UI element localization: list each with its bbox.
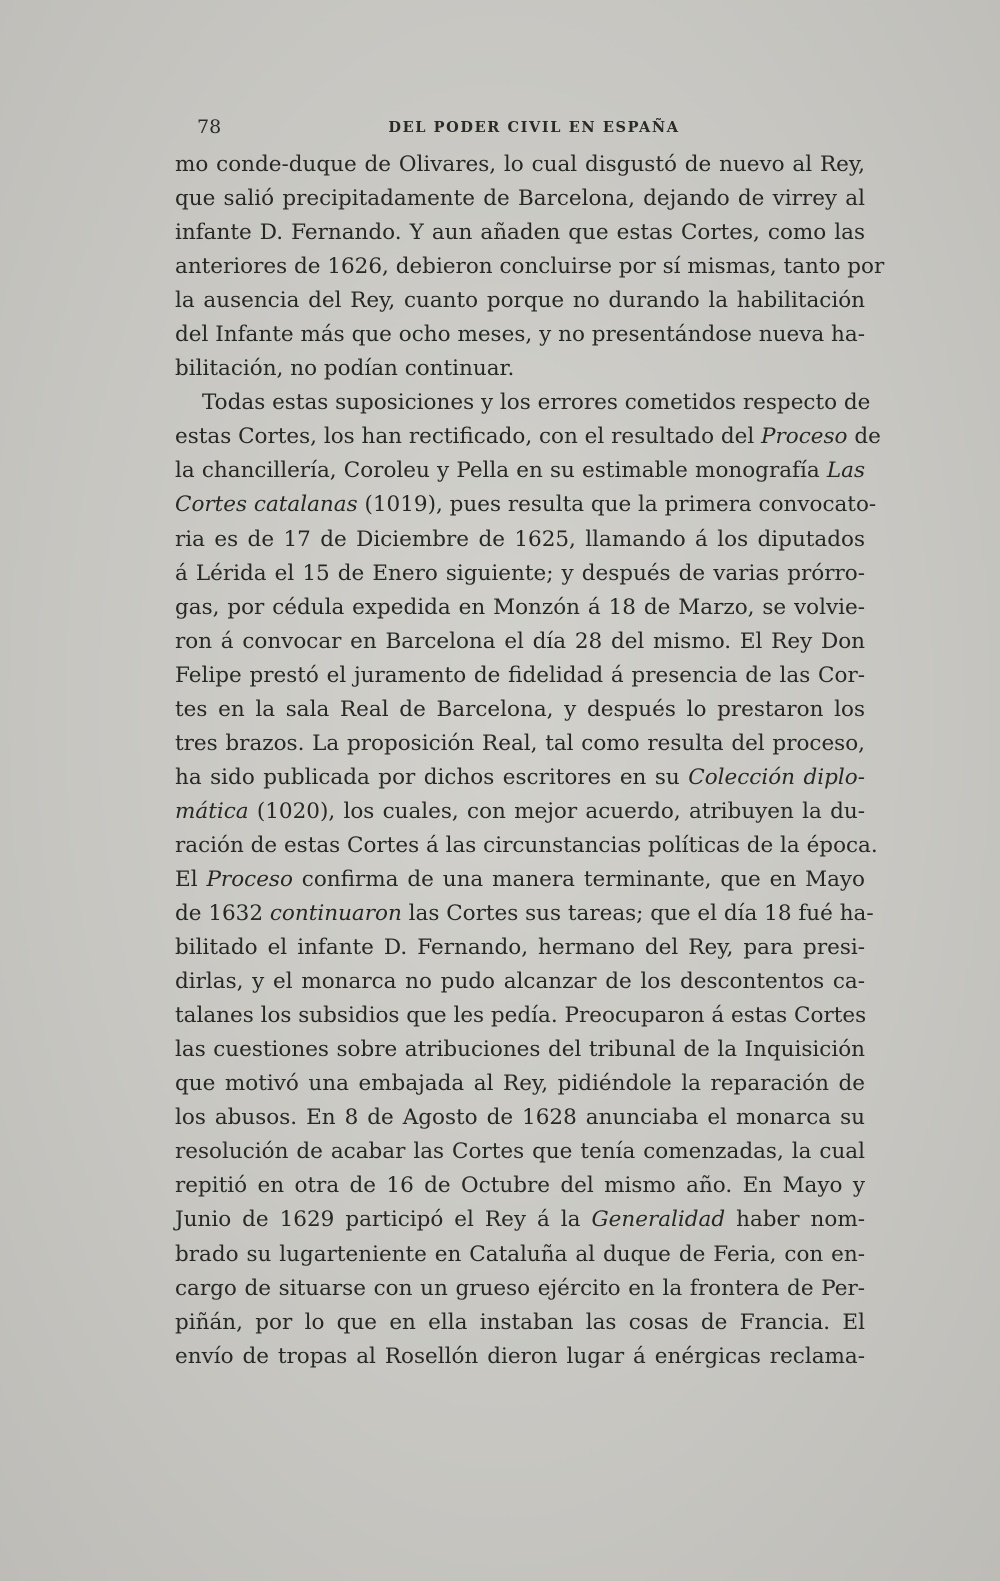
text-line <box>175 1169 865 1203</box>
text-segment: la ausencia del Rey, cuanto porque no durando la habilitación <box>175 288 865 314</box>
text-segment: El <box>175 866 207 892</box>
text-segment: tres brazos. La proposición Real, tal como resulta del proceso, <box>175 730 865 756</box>
text-line <box>175 625 865 659</box>
text-segment: haber nom- <box>725 1207 865 1233</box>
text-segment: del Infante más que ocho meses, y no presentándose nueva ha- <box>175 322 865 348</box>
italic-text: Proceso <box>761 424 848 450</box>
text-line <box>175 250 885 284</box>
text-line <box>175 863 865 897</box>
body-text <box>175 148 885 1374</box>
text-segment: tes en la sala Real de Barcelona, y después lo prestaron los <box>175 696 865 722</box>
text-line <box>175 897 874 931</box>
text-line <box>175 318 865 352</box>
text-line <box>175 420 881 454</box>
text-segment: cargo de situarse con un grueso ejército en la frontera de Per- <box>175 1275 865 1301</box>
text-line <box>175 1272 865 1306</box>
text-segment: de <box>847 424 881 450</box>
text-segment: Junio de 1629 participó el Rey á la <box>175 1207 592 1233</box>
italic-text: Proceso <box>206 866 293 892</box>
text-segment: Todas estas suposiciones y los errores cometidos respecto de <box>202 390 871 416</box>
text-line <box>175 999 865 1033</box>
text-segment: ron á convocar en Barcelona el día 28 del mismo. El Rey Don <box>175 628 865 654</box>
text-line <box>175 1238 865 1272</box>
italic-text: continuaron <box>269 901 402 927</box>
text-line <box>175 1135 865 1169</box>
italic-text: Cortes catalanas <box>175 492 358 518</box>
text-segment: ria es de 17 de Diciembre de 1625, llamando á los diputados <box>175 526 865 552</box>
text-segment: confirma de una manera terminante, que en Mayo <box>292 866 866 892</box>
text-line <box>175 216 865 250</box>
text-line <box>175 659 865 693</box>
text-line <box>175 1033 865 1067</box>
text-line <box>175 1067 865 1101</box>
text-line <box>175 386 871 420</box>
italic-text: Generalidad <box>591 1207 726 1233</box>
text-segment: que motivó una embajada al Rey, pidiéndole la reparación de <box>175 1071 865 1097</box>
text-segment: las cuestiones sobre atribuciones del tribunal de la Inquisición <box>175 1037 865 1063</box>
text-segment: mo conde-duque de Olivares, lo cual disgustó de nuevo al Rey, <box>175 152 865 177</box>
text-line <box>175 795 865 829</box>
text-segment: los abusos. En 8 de Agosto de 1628 anunciaba el monarca su <box>175 1105 865 1131</box>
text-line <box>175 727 865 761</box>
text-segment: resolución de acabar las Cortes que tenía comenzadas, la cual <box>175 1139 865 1165</box>
text-line <box>175 352 865 386</box>
text-segment: que salió precipitadamente de Barcelona, dejando de virrey al <box>175 186 865 212</box>
text-line <box>175 1203 865 1237</box>
text-line <box>175 182 865 216</box>
text-segment: estas Cortes, los han rectificado, con el resultado del <box>175 424 762 450</box>
text-line <box>175 284 865 318</box>
text-line <box>175 1306 865 1340</box>
text-line <box>175 557 865 591</box>
text-line <box>175 1101 865 1135</box>
italic-text: mática <box>175 798 249 824</box>
text-segment: brado su lugarteniente en Cataluña al duque de Feria, con en- <box>175 1241 865 1267</box>
italic-text: Las <box>826 458 865 484</box>
text-segment: (1019), pues resulta que la primera convocato- <box>357 492 877 518</box>
text-segment: dirlas, y el monarca no pudo alcanzar de los descontentos ca- <box>175 969 865 995</box>
text-line <box>175 488 877 522</box>
italic-text: Colección diplo- <box>688 764 865 790</box>
text-line <box>175 761 865 795</box>
text-line <box>175 523 865 557</box>
text-segment: piñán, por lo que en ella instaban las cosas de Francia. El <box>175 1309 865 1335</box>
running-title: DEL PODER CIVIL EN ESPAÑA <box>388 119 680 136</box>
text-line <box>175 965 865 999</box>
page-number: 78 <box>197 116 222 138</box>
text-segment: bilitación, no podían continuar. <box>175 356 515 382</box>
text-line <box>175 454 865 488</box>
text-segment: gas, por cédula expedida en Monzón á 18 de Marzo, se volvie- <box>175 594 865 620</box>
text-segment: envío de tropas al Rosellón dieron lugar á enérgicas reclama- <box>175 1343 865 1369</box>
text-segment: ha sido publicada por dichos escritores en su <box>175 764 689 790</box>
text-segment: talanes los subsidios que les pedía. Preocuparon á estas Cortes <box>175 1003 867 1029</box>
text-line <box>175 931 865 965</box>
text-line <box>175 148 865 182</box>
text-segment: bilitado el infante D. Fernando, hermano del Rey, para presi- <box>175 935 865 961</box>
text-segment: anteriores de 1626, debieron concluirse por sí mismas, tanto por <box>175 254 885 280</box>
text-line <box>175 1340 865 1374</box>
text-segment: de 1632 <box>175 901 270 927</box>
running-head <box>197 116 871 140</box>
text-segment: las Cortes sus tareas; que el día 18 fué ha- <box>401 901 874 927</box>
text-line <box>175 591 865 625</box>
text-segment: (1020), los cuales, con mejor acuerdo, atribuyen la du- <box>248 798 865 824</box>
text-segment: Felipe prestó el juramento de fidelidad á presencia de las Cor- <box>175 662 865 688</box>
text-line <box>175 829 878 863</box>
text-segment: ración de estas Cortes á las circunstancias políticas de la época. <box>175 832 878 858</box>
text-segment: á Lérida el 15 de Enero siguiente; y después de varias prórro- <box>175 560 865 586</box>
text-segment: infante D. Fernando. Y aun añaden que estas Cortes, como las <box>175 220 865 246</box>
text-line <box>175 693 865 727</box>
text-segment: repitió en otra de 16 de Octubre del mismo año. En Mayo y <box>175 1173 865 1199</box>
text-segment: la chancillería, Coroleu y Pella en su estimable monografía <box>175 458 827 484</box>
